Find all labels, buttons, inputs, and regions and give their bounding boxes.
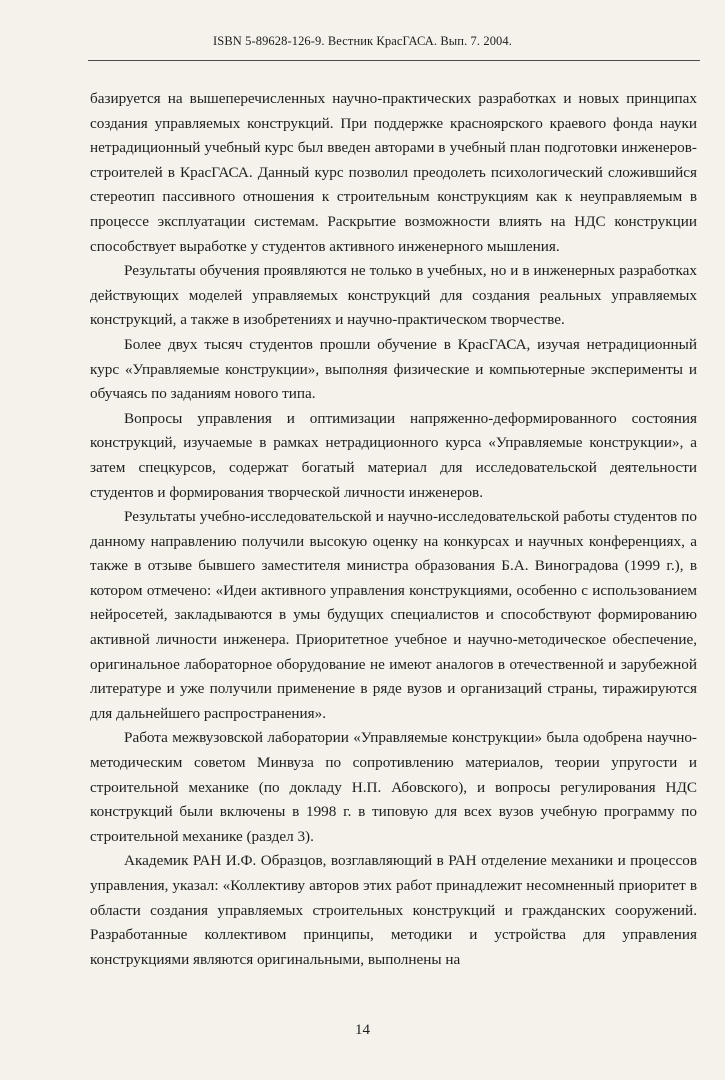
page-number: 14 [355, 1022, 370, 1038]
paragraph: Работа межвузовской лаборатории «Управляемые конструкции» была одобрена научно-методическим советом Минвуза по сопротивлению материалов, теории упругости и строительной механике (по докладу Н.П. Абовского), и вопросы регулирования НДС конструкций были включены в 1998 г. в типовую для всех вузов учебную программу по строительной механике (раздел 3). [90, 729, 697, 845]
header-rule [88, 60, 700, 61]
paragraph: Более двух тысяч студентов прошли обучение в КрасГАСА, изучая нетрадиционный курс «Управляемые конструкции», выполняя физические и компьютерные эксперименты и обучаясь по заданиям нового типа. [90, 335, 697, 403]
paragraph: Результаты учебно-исследовательской и научно-исследовательской работы студентов по данному направлению получили высокую оценку на конкурсах и научных конференциях, а также в отзыве бывшего заместителя министра образования Б.А. Виноградова (1999 г.), в котором отмечено: «Идеи активного управления конструкциями, особенно с использованием нейросетей, закладываются в умы будущих специалистов и способствуют формированию активной личности инженера. Приоритетное учебное и научно-методическое обеспечение, оригинальное лабораторное оборудование не имеют аналогов в отечественной и зарубежной литературе и уже получили применение в ряде вузов и организаций страны, тиражируются для дальнейшего распространения». [90, 508, 697, 722]
paragraph: Вопросы управления и оптимизации напряженно-деформированного состояния конструкций, изучаемые в рамках нетрадиционного курса «Управляемые конструкции», а затем спецкурсов, содержат богатый материал для исследовательской деятельности студентов и формирования творческой личности инженеров. [90, 409, 697, 501]
paragraph: Результаты обучения проявляются не только в учебных, но и в инженерных разработках действующих моделей управляемых конструкций для создания реальных управляемых конструкций, а также в изобретениях и научно-практическом творчестве. [90, 262, 697, 329]
running-header: ISBN 5-89628-126-9. Вестник КрасГАСА. Вып. 7. 2004. [213, 34, 512, 48]
paragraph: базируется на вышеперечисленных научно-практических разработках и новых принципах создания управляемых конструкций. При поддержке красноярского краевого фонда науки нетрадиционный учебный курс был введен авторами в учебный план подготовки инженеров-строителей в КрасГАСА. Данный курс позволил преодолеть психологический сложившийся стереотип пассивного отношения к строительным конструкциям как к неуправляемым в процессе эксплуатации системам. Раскрытие возможности влиять на НДС конструкции способствует выработке у студентов активного инженерного мышления. [90, 90, 697, 255]
paragraph: Академик РАН И.Ф. Образцов, возглавляющий в РАН отделение механики и процессов управления, указал: «Коллективу авторов этих работ принадлежит несомненный приоритет в области создания управляемых строительных конструкций и гражданских сооружений. Разработанные коллективом принципы, методики и устройства для управления конструкциями являются оригинальными, выполнены на [90, 852, 697, 968]
body-text [90, 87, 697, 972]
